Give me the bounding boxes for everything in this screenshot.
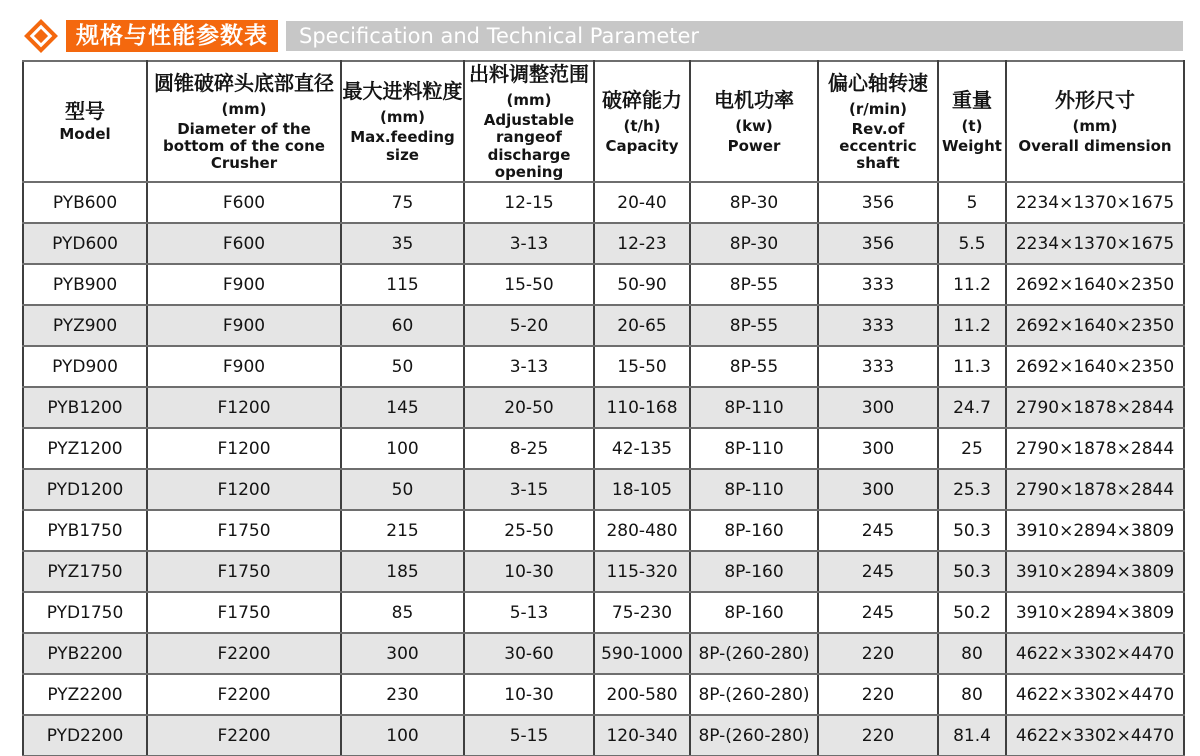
cell-model: PYB900 (23, 264, 147, 305)
column-unit: (mm) (1072, 116, 1118, 135)
cell-power: 8P-(260-280) (690, 674, 818, 715)
cell-bottom-diameter: F1750 (147, 592, 341, 633)
cell-weight: 80 (938, 633, 1006, 674)
column-title-en: Power (727, 136, 781, 155)
cell-overall-dimension: 3910×2894×3809 (1006, 592, 1184, 633)
cell-power: 8P-160 (690, 510, 818, 551)
cell-power: 8P-30 (690, 182, 818, 223)
cell-max-feeding-size: 60 (341, 305, 464, 346)
cell-weight: 11.3 (938, 346, 1006, 387)
cell-max-feeding-size: 185 (341, 551, 464, 592)
table-row (23, 674, 1184, 715)
column-title-zh: 出料调整范围 (469, 62, 589, 86)
table-row (23, 551, 1184, 592)
cell-overall-dimension: 2790×1878×2844 (1006, 469, 1184, 510)
column-title-zh: 型号 (65, 99, 105, 124)
cell-model: PYB2200 (23, 633, 147, 674)
cell-eccentric-rev: 220 (818, 715, 938, 756)
cell-capacity: 15-50 (594, 346, 690, 387)
cell-bottom-diameter: F900 (147, 305, 341, 346)
cell-discharge-range: 25-50 (464, 510, 594, 551)
cell-max-feeding-size: 35 (341, 223, 464, 264)
cell-bottom-diameter: F600 (147, 223, 341, 264)
table-row (23, 428, 1184, 469)
cell-eccentric-rev: 333 (818, 305, 938, 346)
cell-eccentric-rev: 356 (818, 182, 938, 223)
column-title-en: Rev.of eccentric shaft (839, 119, 917, 173)
cell-bottom-diameter: F1750 (147, 551, 341, 592)
cell-bottom-diameter: F2200 (147, 674, 341, 715)
column-header-power (690, 61, 818, 182)
cell-power: 8P-30 (690, 223, 818, 264)
table-row (23, 305, 1184, 346)
column-header-discharge-range (464, 61, 594, 182)
cell-power: 8P-160 (690, 592, 818, 633)
column-title-zh: 重量 (952, 87, 992, 112)
column-unit: (t/h) (623, 116, 661, 135)
cell-power: 8P-110 (690, 387, 818, 428)
cell-model: PYZ1750 (23, 551, 147, 592)
cell-overall-dimension: 4622×3302×4470 (1006, 674, 1184, 715)
cell-max-feeding-size: 50 (341, 469, 464, 510)
cell-capacity: 12-23 (594, 223, 690, 264)
column-title-zh: 电机功率 (714, 87, 794, 112)
column-unit: (t) (961, 116, 983, 135)
cell-overall-dimension: 2692×1640×2350 (1006, 346, 1184, 387)
cell-weight: 25 (938, 428, 1006, 469)
cell-model: PYD600 (23, 223, 147, 264)
cell-weight: 24.7 (938, 387, 1006, 428)
table-row (23, 387, 1184, 428)
column-unit: (kw) (735, 116, 773, 135)
cell-weight: 50.2 (938, 592, 1006, 633)
cell-overall-dimension: 2692×1640×2350 (1006, 264, 1184, 305)
cell-model: PYD1750 (23, 592, 147, 633)
cell-weight: 25.3 (938, 469, 1006, 510)
column-header-model (23, 61, 147, 182)
cell-overall-dimension: 2790×1878×2844 (1006, 428, 1184, 469)
cell-discharge-range: 5-15 (464, 715, 594, 756)
cell-model: PYD900 (23, 346, 147, 387)
cell-weight: 5 (938, 182, 1006, 223)
cell-model: PYB600 (23, 182, 147, 223)
table-row (23, 264, 1184, 305)
cell-capacity: 120-340 (594, 715, 690, 756)
cell-eccentric-rev: 245 (818, 592, 938, 633)
section-title-en-bar (286, 21, 1183, 51)
column-title-en: Adjustable rangeof discharge opening (483, 111, 575, 181)
column-header-bottom-diameter (147, 61, 341, 182)
table-row (23, 223, 1184, 264)
table-row (23, 510, 1184, 551)
cell-max-feeding-size: 75 (341, 182, 464, 223)
cell-capacity: 20-65 (594, 305, 690, 346)
cell-eccentric-rev: 220 (818, 633, 938, 674)
cell-model: PYB1750 (23, 510, 147, 551)
cell-bottom-diameter: F1750 (147, 510, 341, 551)
cell-weight: 11.2 (938, 305, 1006, 346)
column-header-capacity (594, 61, 690, 182)
cell-discharge-range: 3-13 (464, 223, 594, 264)
cell-eccentric-rev: 245 (818, 551, 938, 592)
cell-bottom-diameter: F900 (147, 264, 341, 305)
cell-discharge-range: 8-25 (464, 428, 594, 469)
cell-power: 8P-110 (690, 469, 818, 510)
cell-weight: 5.5 (938, 223, 1006, 264)
column-header-eccentric-rev (818, 61, 938, 182)
column-title-en: Model (59, 125, 111, 144)
cell-bottom-diameter: F1200 (147, 428, 341, 469)
cell-bottom-diameter: F2200 (147, 633, 341, 674)
column-title-en: Max.feeding size (350, 128, 455, 164)
cell-capacity: 20-40 (594, 182, 690, 223)
cell-eccentric-rev: 300 (818, 428, 938, 469)
column-title-en: Overall dimension (1018, 136, 1172, 155)
column-header-max-feeding-size (341, 61, 464, 182)
column-title-en: Diameter of the bottom of the cone Crusher (163, 119, 325, 173)
cell-max-feeding-size: 230 (341, 674, 464, 715)
cell-discharge-range: 30-60 (464, 633, 594, 674)
cell-overall-dimension: 2234×1370×1675 (1006, 182, 1184, 223)
section-header (22, 20, 1183, 52)
cell-discharge-range: 10-30 (464, 674, 594, 715)
table-row (23, 469, 1184, 510)
cell-eccentric-rev: 333 (818, 346, 938, 387)
cell-eccentric-rev: 245 (818, 510, 938, 551)
cell-capacity: 50-90 (594, 264, 690, 305)
cell-overall-dimension: 2234×1370×1675 (1006, 223, 1184, 264)
cell-discharge-range: 3-15 (464, 469, 594, 510)
cell-bottom-diameter: F1200 (147, 469, 341, 510)
cell-power: 8P-55 (690, 305, 818, 346)
cell-power: 8P-55 (690, 346, 818, 387)
cell-eccentric-rev: 220 (818, 674, 938, 715)
cell-model: PYZ2200 (23, 674, 147, 715)
cell-power: 8P-160 (690, 551, 818, 592)
column-unit: (mm) (221, 99, 267, 118)
cell-model: PYB1200 (23, 387, 147, 428)
cell-max-feeding-size: 215 (341, 510, 464, 551)
cell-max-feeding-size: 300 (341, 633, 464, 674)
cell-capacity: 115-320 (594, 551, 690, 592)
cell-power: 8P-(260-280) (690, 715, 818, 756)
cell-bottom-diameter: F600 (147, 182, 341, 223)
cell-model: PYD2200 (23, 715, 147, 756)
cell-eccentric-rev: 300 (818, 387, 938, 428)
table-row (23, 715, 1184, 756)
cell-overall-dimension: 4622×3302×4470 (1006, 633, 1184, 674)
column-title-en: Capacity (605, 136, 679, 155)
table-row (23, 633, 1184, 674)
cell-max-feeding-size: 100 (341, 715, 464, 756)
column-unit: (mm) (506, 91, 552, 109)
cell-capacity: 75-230 (594, 592, 690, 633)
table-row (23, 592, 1184, 633)
cell-max-feeding-size: 100 (341, 428, 464, 469)
section-title-en: Specification and Technical Parameter (299, 24, 700, 48)
cell-capacity: 590-1000 (594, 633, 690, 674)
cell-weight: 81.4 (938, 715, 1006, 756)
diamond-icon (22, 20, 62, 52)
cell-model: PYD1200 (23, 469, 147, 510)
cell-discharge-range: 20-50 (464, 387, 594, 428)
cell-power: 8P-110 (690, 428, 818, 469)
cell-bottom-diameter: F1200 (147, 387, 341, 428)
cell-power: 8P-55 (690, 264, 818, 305)
cell-capacity: 280-480 (594, 510, 690, 551)
column-title-zh: 外形尺寸 (1055, 87, 1135, 112)
column-unit: (r/min) (848, 99, 908, 118)
cell-bottom-diameter: F2200 (147, 715, 341, 756)
section-title-zh: 规格与性能参数表 (66, 20, 278, 52)
column-title-zh: 最大进料粒度 (342, 79, 463, 104)
cell-capacity: 200-580 (594, 674, 690, 715)
table-row (23, 182, 1184, 223)
cell-overall-dimension: 3910×2894×3809 (1006, 551, 1184, 592)
cell-overall-dimension: 4622×3302×4470 (1006, 715, 1184, 756)
cell-eccentric-rev: 356 (818, 223, 938, 264)
cell-weight: 50.3 (938, 551, 1006, 592)
column-unit: (mm) (380, 108, 425, 127)
column-title-en: Weight (942, 136, 1002, 155)
cell-overall-dimension: 2790×1878×2844 (1006, 387, 1184, 428)
cell-discharge-range: 3-13 (464, 346, 594, 387)
cell-discharge-range: 12-15 (464, 182, 594, 223)
cell-eccentric-rev: 300 (818, 469, 938, 510)
table-row (23, 346, 1184, 387)
column-header-weight (938, 61, 1006, 182)
column-title-zh: 偏心轴转速 (828, 70, 928, 95)
cell-power: 8P-(260-280) (690, 633, 818, 674)
cell-max-feeding-size: 50 (341, 346, 464, 387)
cell-weight: 50.3 (938, 510, 1006, 551)
cell-discharge-range: 10-30 (464, 551, 594, 592)
cell-capacity: 110-168 (594, 387, 690, 428)
cell-model: PYZ1200 (23, 428, 147, 469)
column-header-overall-dimension (1006, 61, 1184, 182)
cell-capacity: 42-135 (594, 428, 690, 469)
cell-max-feeding-size: 85 (341, 592, 464, 633)
cell-capacity: 18-105 (594, 469, 690, 510)
cell-overall-dimension: 3910×2894×3809 (1006, 510, 1184, 551)
cell-max-feeding-size: 115 (341, 264, 464, 305)
cell-discharge-range: 5-20 (464, 305, 594, 346)
cell-max-feeding-size: 145 (341, 387, 464, 428)
cell-weight: 11.2 (938, 264, 1006, 305)
column-title-zh: 破碎能力 (602, 87, 682, 112)
cell-bottom-diameter: F900 (147, 346, 341, 387)
table-header-row (23, 61, 1184, 182)
column-title-zh: 圆锥破碎头底部直径 (154, 70, 334, 95)
cell-discharge-range: 15-50 (464, 264, 594, 305)
cell-weight: 80 (938, 674, 1006, 715)
cell-discharge-range: 5-13 (464, 592, 594, 633)
spec-table (22, 60, 1185, 756)
cell-overall-dimension: 2692×1640×2350 (1006, 305, 1184, 346)
cell-model: PYZ900 (23, 305, 147, 346)
cell-eccentric-rev: 333 (818, 264, 938, 305)
